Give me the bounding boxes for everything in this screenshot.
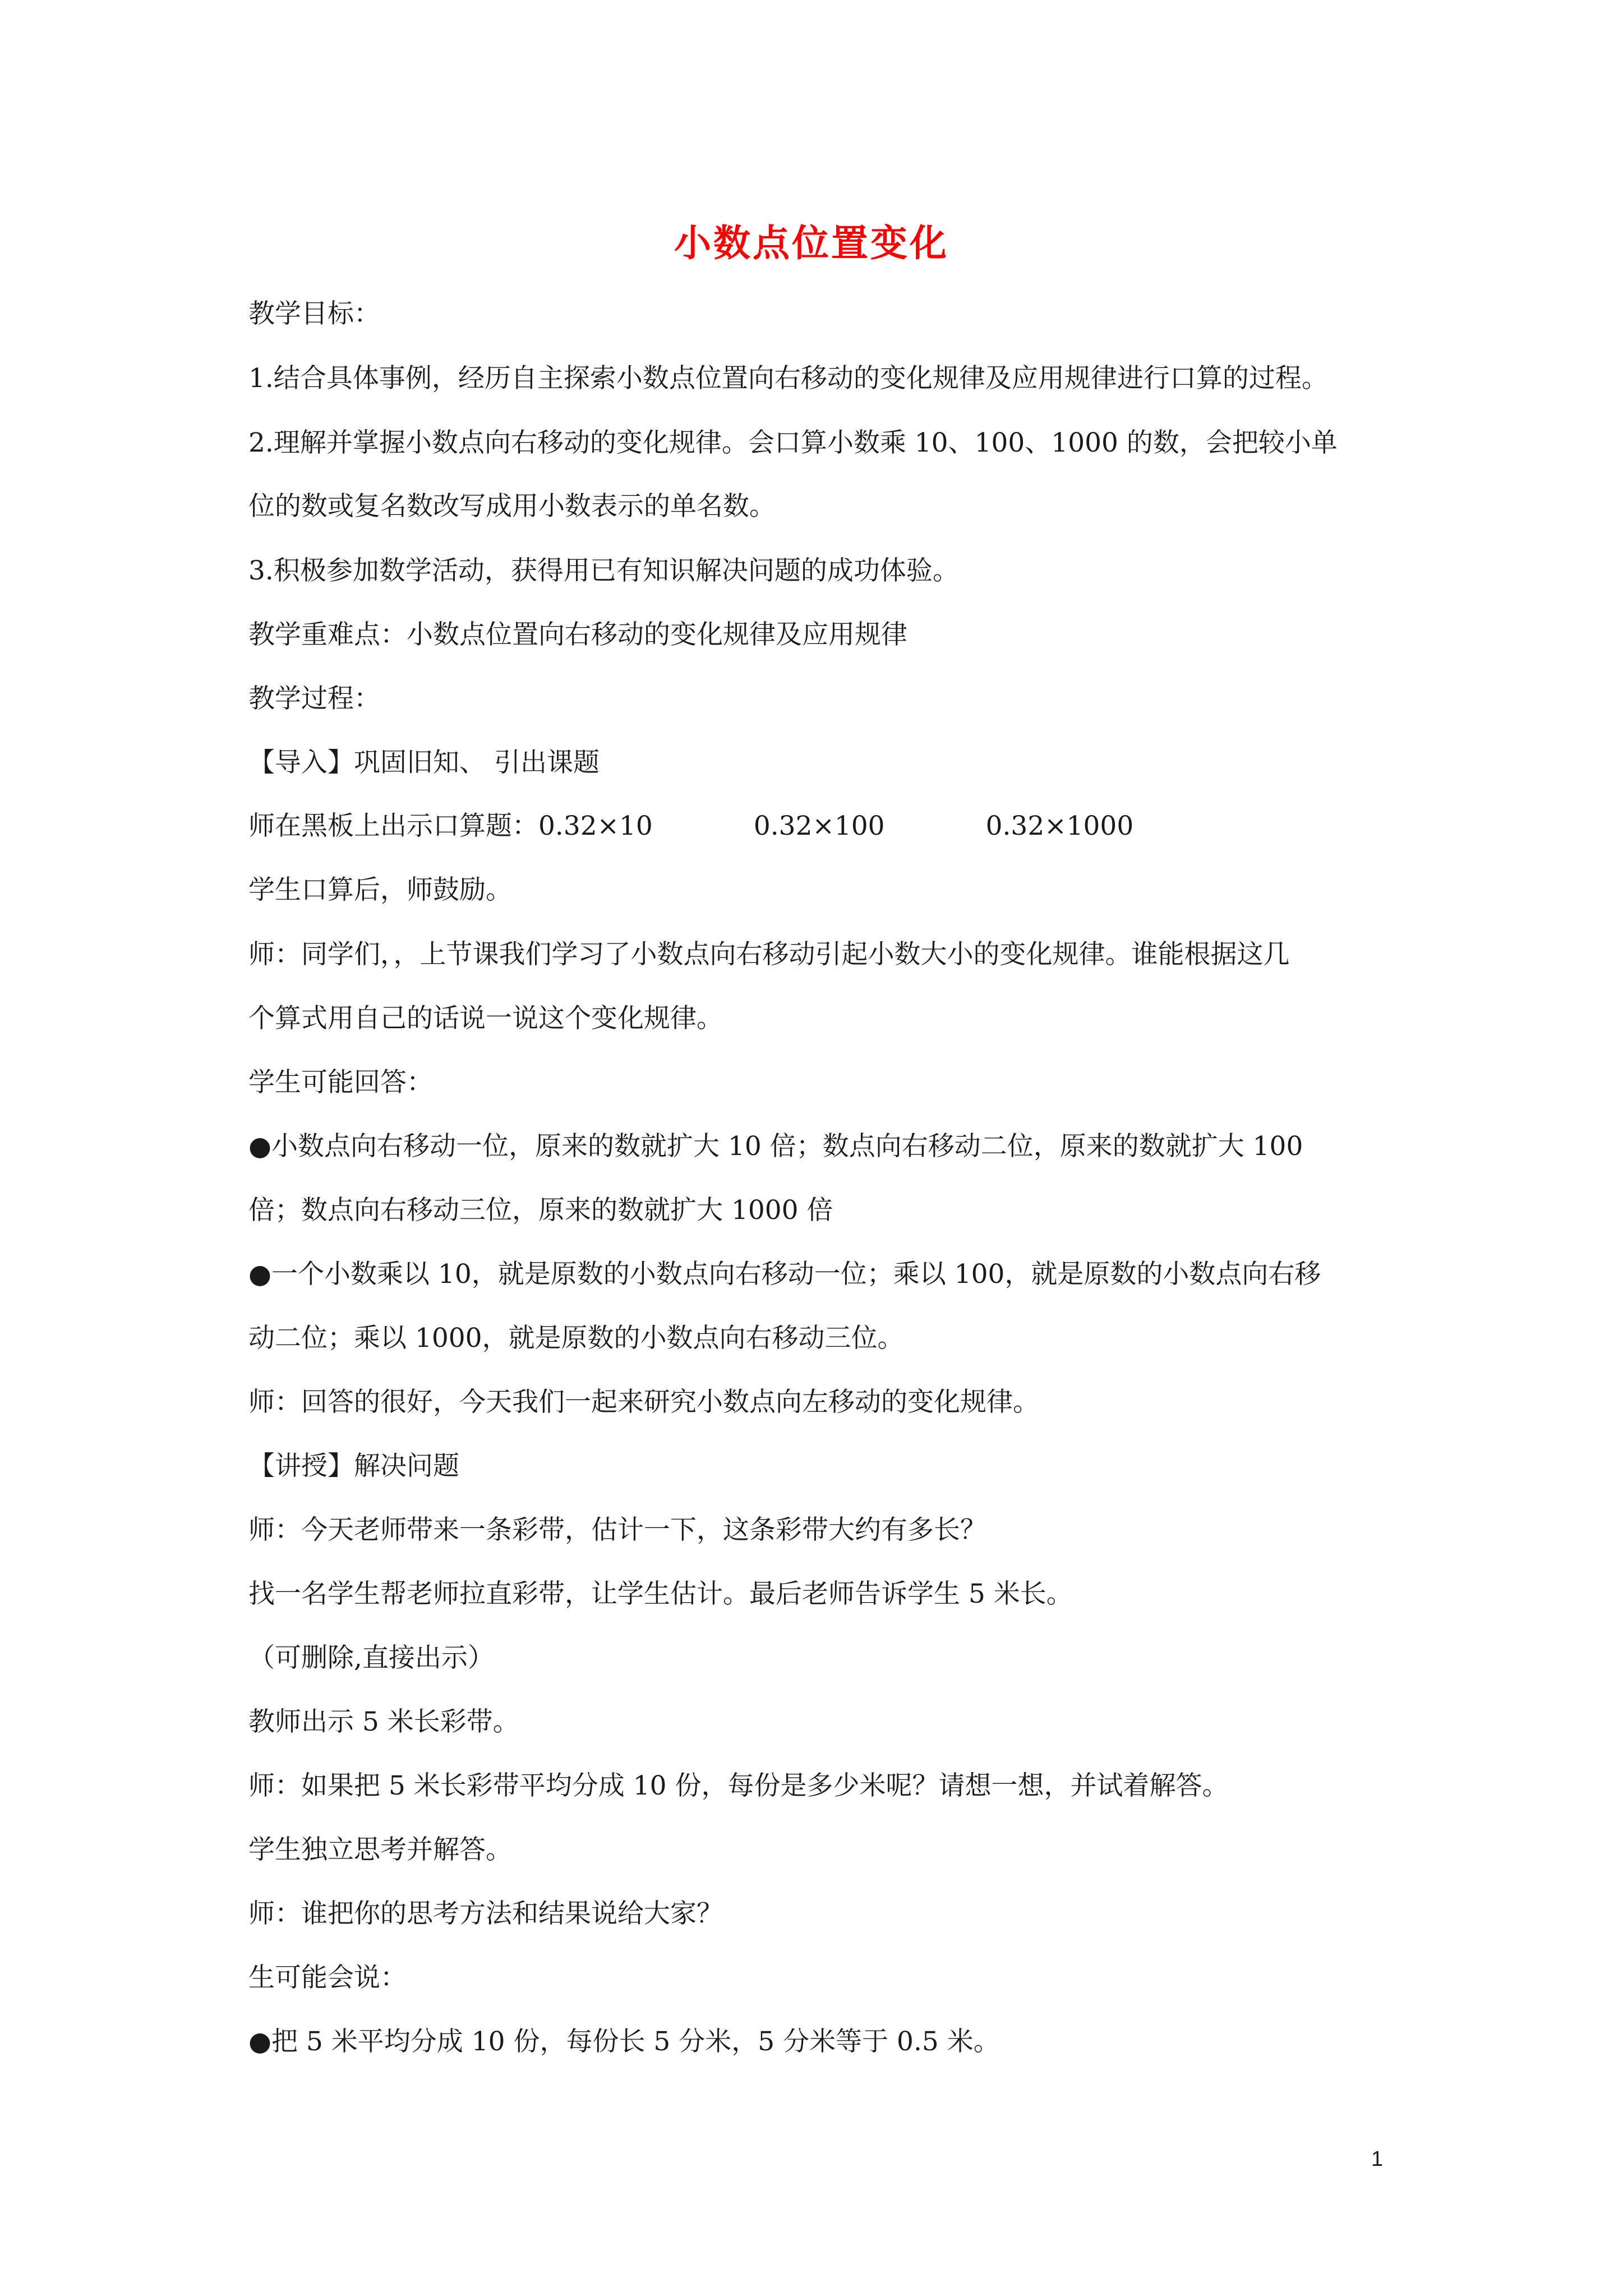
text-line: 师：今天老师带来一条彩带，估计一下，这条彩带大约有多长？ (248, 1515, 986, 1545)
text-line: 倍；数点向右移动三位，原来的数就扩大 1000 倍 (248, 1195, 833, 1226)
text-line: 师：同学们，，上节课我们学习了小数点向右移动引起小数大小的变化规律。谁能根据这几 (248, 939, 1290, 970)
text-line: 师：谁把你的思考方法和结果说给大家？ (248, 1898, 723, 1929)
text-line: ●小数点向右移动一位，原来的数就扩大 10 倍；数点向右移动二位，原来的数就扩大 100 (248, 1131, 1303, 1162)
text-line: 2.理解并掌握小数点向右移动的变化规律。会口算小数乘 10、100、1000 的数，会把较小单 (248, 427, 1338, 458)
text-line: 教学过程： (248, 683, 380, 714)
text-line: 个算式用自己的话说一说这个变化规律。 (248, 1003, 723, 1034)
text-line: 学生可能回答： (248, 1067, 433, 1098)
expression: 0.32×10 (538, 811, 653, 841)
text-line: 教学重难点：小数点位置向右移动的变化规律及应用规律 (248, 619, 907, 650)
text-line: 教学目标： (248, 298, 380, 329)
text-line: 位的数或复名数改写成用小数表示的单名数。 (248, 491, 776, 522)
oral-calculation-line (248, 809, 1133, 843)
text-line: 3.积极参加数学活动，获得用已有知识解决问题的成功体验。 (248, 555, 959, 586)
expression: 0.32×1000 (985, 811, 1134, 841)
expression: 0.32×100 (753, 811, 885, 841)
text-line: （可删除,直接出示） (248, 1642, 494, 1673)
text-line: 找一名学生帮老师拉直彩带，让学生估计。最后老师告诉学生 5 米长。 (248, 1579, 1073, 1609)
text-line: 生可能会说： (248, 1962, 407, 1993)
text-line: 1.结合具体事例，经历自主探索小数点位置向右移动的变化规律及应用规律进行口算的过程。 (248, 363, 1328, 394)
text-line: 学生口算后，师鼓励。 (248, 875, 512, 905)
document-title: 小数点位置变化 (674, 221, 949, 265)
text-line: ●一个小数乘以 10，就是原数的小数点向右移动一位；乘以 100，就是原数的小数点向右移 (248, 1259, 1321, 1290)
page-number: 1 (1371, 2147, 1384, 2171)
text-line: 师：回答的很好，今天我们一起来研究小数点向左移动的变化规律。 (248, 1387, 1039, 1418)
text-line: 师在黑板上出示口算题： (248, 811, 538, 841)
text-line: ●把 5 米平均分成 10 份，每份长 5 分米，5 分米等于 0.5 米。 (248, 2026, 1000, 2057)
text-line: 【导入】巩固旧知、 引出课题 (248, 747, 600, 778)
text-line: 教师出示 5 米长彩带。 (248, 1706, 519, 1737)
text-line: 【讲授】解决问题 (248, 1451, 459, 1481)
text-line: 动二位；乘以 1000，就是原数的小数点向右移动三位。 (248, 1323, 904, 1354)
text-line: 师：如果把 5 米长彩带平均分成 10 份，每份是多少米呢？请想一想，并试着解答。 (248, 1770, 1229, 1801)
text-line: 学生独立思考并解答。 (248, 1834, 512, 1865)
